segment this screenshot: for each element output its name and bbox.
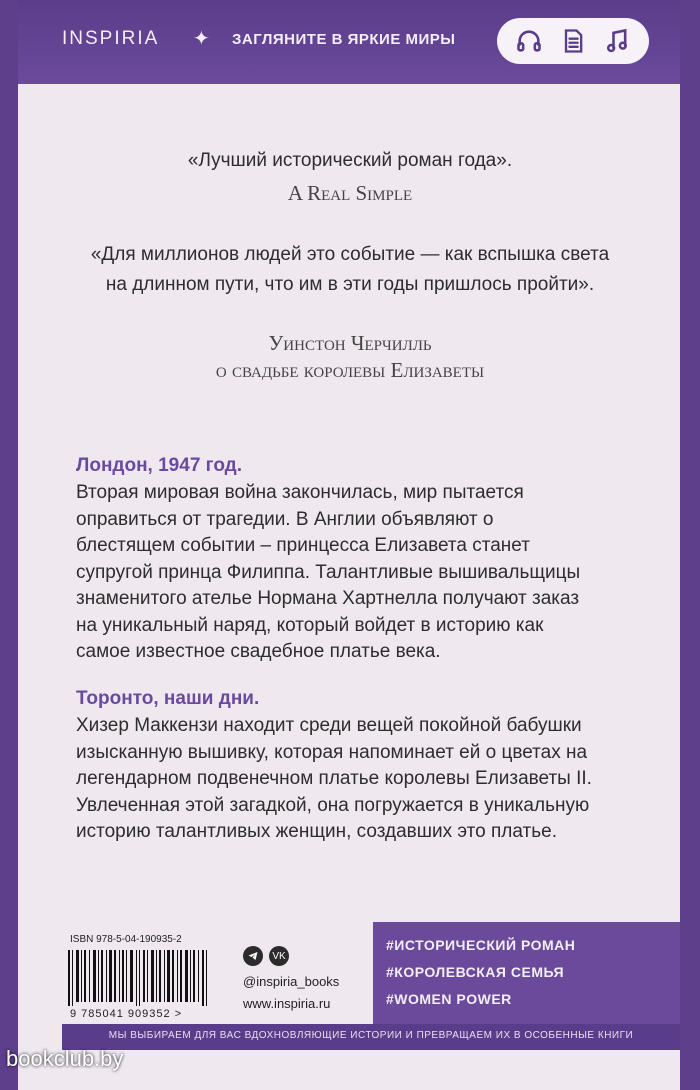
barcode	[66, 950, 226, 1006]
star-icon: ✦	[193, 28, 210, 50]
section-toronto-body: Хизер Маккензи находит среди вещей покойной бабушки изысканную вышивку, которая напоминает ей о цветах на легендарном подвенечном платье королевы Елизаветы II. Увлеченная этой загадкой, она погружается в уникальную историю талантливых женщин, создавших это платье.	[76, 715, 592, 842]
section-london-title: Лондон, 1947 год.	[76, 455, 243, 476]
format-icons	[497, 18, 649, 64]
website-link[interactable]: www.inspiria.ru	[243, 996, 331, 1011]
vk-icon[interactable]: VK	[269, 946, 289, 966]
barcode-number: 9 785041 909352 >	[70, 1008, 183, 1020]
tag-royal-family: #КОРОЛЕВСКАЯ СЕМЬЯ	[386, 964, 565, 980]
music-note-icon	[603, 27, 631, 55]
quote-2-source	[0, 330, 700, 384]
watermark: bookclub.by	[6, 1046, 124, 1071]
headphones-icon	[515, 27, 543, 55]
quote-2-context: о свадьбе королевы Елизаветы	[215, 358, 485, 382]
bottom-slogan: МЫ ВЫБИРАЕМ ДЛЯ ВАС ВДОХНОВЛЯЮЩИЕ ИСТОРИИ И ПРЕВРАЩАЕМ ИХ В ОСОБЕННЫЕ КНИГИ	[108, 1030, 634, 1041]
tag-women-power: #WOMEN POWER	[386, 991, 512, 1007]
telegram-icon[interactable]	[243, 946, 263, 966]
section-london-body: Вторая мировая война закончилась, мир пытается оправиться от трагедии. В Англии объявляют о блестящем событии – принцесса Елизавета станет супругой принца Филиппа. Талантливые вышивальщицы знаменитого ателье Нормана Хартнелла получают заказ на уникальный наряд, который войдет в историю как самое известное свадебное платье века.	[76, 482, 581, 662]
quote-2: «Для миллионов людей это событие — как вспышка света на длинном пути, что им в эти годы пришлось пройти».	[90, 244, 610, 295]
quote-1-source: A Real Simple	[287, 181, 413, 205]
quote-1: «Лучший исторический роман года».	[187, 150, 513, 171]
tag-historical-novel: #ИСТОРИЧЕСКИЙ РОМАН	[386, 937, 576, 953]
brand-logo: INSPIRIA	[62, 28, 160, 49]
slogan: ЗАГЛЯНИТЕ В ЯРКИЕ МИРЫ	[232, 31, 456, 48]
social-icons	[243, 946, 289, 966]
quote-2-author: Уинстон Черчилль	[268, 331, 432, 355]
social-handle[interactable]: @inspiria_books	[243, 974, 340, 989]
isbn-label: ISBN 978-5-04-190935-2	[70, 934, 182, 945]
document-list-icon	[559, 27, 587, 55]
section-toronto-title: Торонто, наши дни.	[76, 688, 260, 709]
